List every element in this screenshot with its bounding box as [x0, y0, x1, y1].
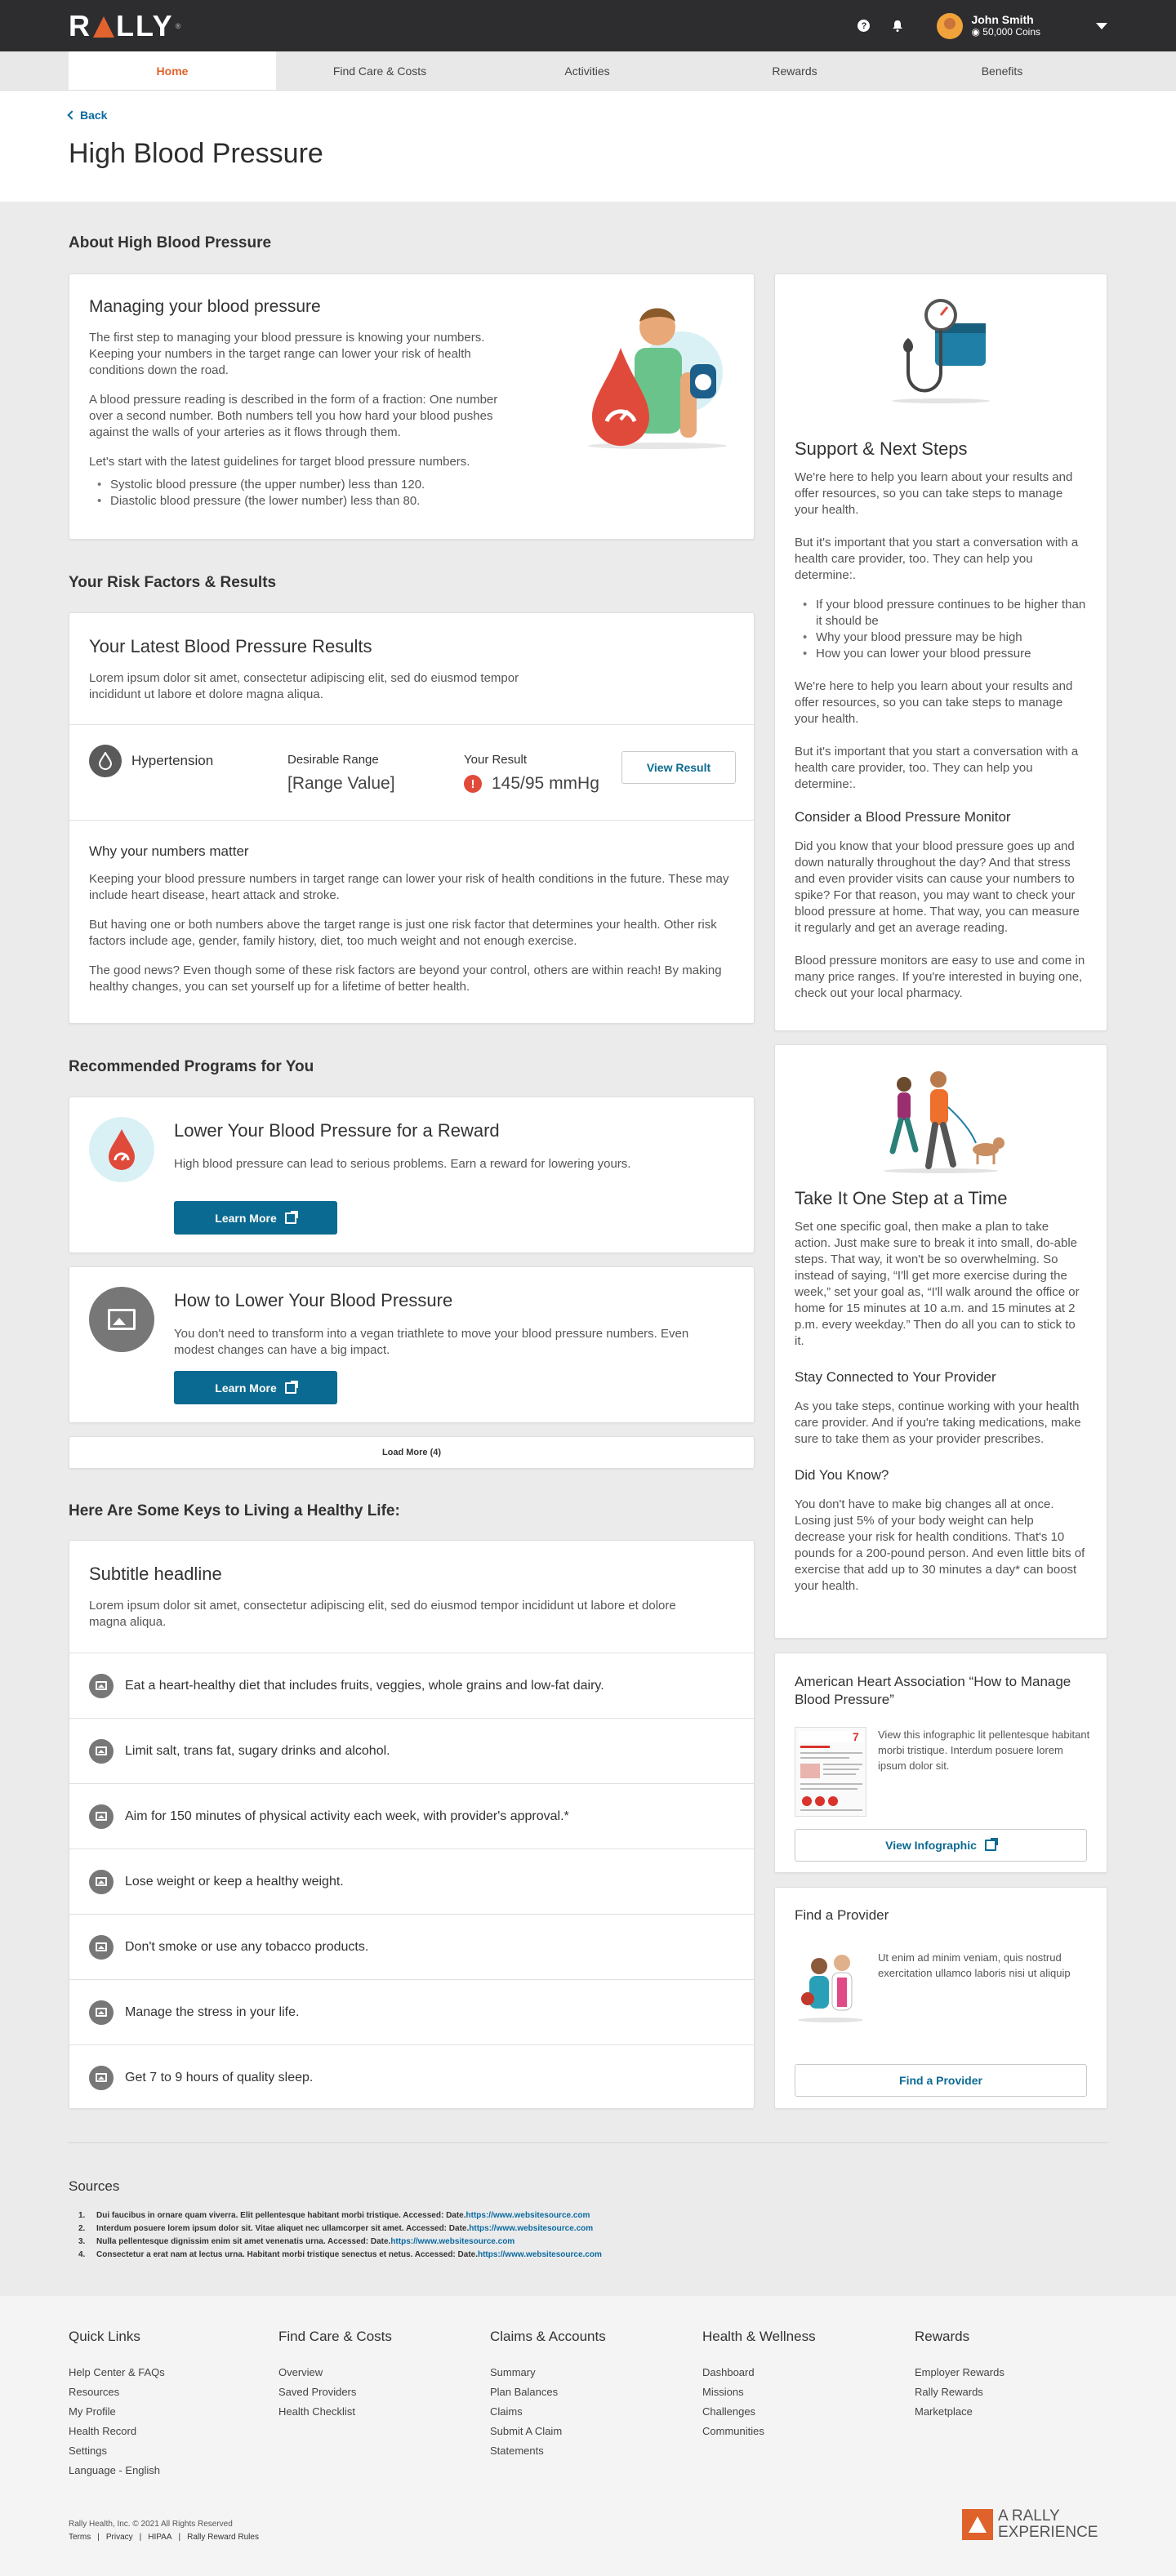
footer-link[interactable]: Dashboard: [702, 2366, 755, 2378]
desirable-value: [Range Value]: [287, 774, 395, 793]
footer-link[interactable]: Employer Rewards: [915, 2366, 1004, 2378]
alert-icon: !: [464, 775, 482, 793]
footer-column-title: Quick Links: [69, 2329, 140, 2344]
list-item: [69, 1783, 754, 1849]
result-value: 145/95 mmHg: [492, 774, 599, 793]
blood-pressure-monitor-illustration: [888, 291, 994, 409]
list-item: • Systolic blood pressure (the upper number) less than 120.: [89, 477, 734, 493]
image-icon: [89, 2000, 114, 2025]
walking-illustration: [871, 1061, 1010, 1180]
back-link[interactable]: Back: [69, 109, 1107, 122]
card-title: Subtitle headline: [89, 1564, 222, 1584]
svg-text:7: 7: [853, 1730, 859, 1743]
keys-intro: Lorem ipsum dolor sit amet, consectetur adipiscing elit, sed do eiusmod tempor incididunt ut labore et dolore magna aliqua.: [89, 1599, 676, 1629]
image-icon: [89, 1674, 114, 1698]
keys-list: [69, 1653, 754, 2110]
infographic-title: American Heart Association “How to Manage Blood Pressure”: [795, 1674, 1071, 1707]
about-card: [69, 274, 755, 540]
step-h3: Did You Know?: [795, 1467, 889, 1483]
external-link-icon: [285, 1212, 296, 1224]
nav-rewards[interactable]: Rewards: [772, 64, 817, 78]
image-icon: [89, 1739, 114, 1764]
why-title: Why your numbers matter: [89, 843, 249, 859]
about-p1: The first step to managing your blood pressure is knowing your numbers. Keeping your numbers in the target range can lower your risk of health conditions down the road.: [89, 331, 485, 377]
list-item-text: Get 7 to 9 hours of quality sleep.: [125, 2070, 314, 2084]
help-icon[interactable]: ?: [858, 20, 870, 32]
about-p3: Let's start with the latest guidelines for target blood pressure numbers.: [89, 455, 470, 469]
user-name: John Smith: [971, 13, 1034, 26]
footer-column: [69, 2329, 165, 2480]
list-item-text: Don't smoke or use any tobacco products.: [125, 1939, 369, 1954]
footer-column-title: Claims & Accounts: [490, 2329, 606, 2344]
footer-link[interactable]: Submit A Claim: [490, 2425, 563, 2437]
list-item-text: Limit salt, trans fat, sugary drinks and alcohol.: [125, 1743, 390, 1758]
footer-link[interactable]: Marketplace: [915, 2405, 973, 2418]
coin-balance: ◉ 50,000 Coins: [971, 26, 1040, 38]
step-p2: As you take steps, continue working with your health care provider. And if you're taking medications, make sure to take them as your provider prescribes.: [795, 1399, 1081, 1446]
why-p1: Keeping your blood pressure numbers in target range can lower your risk of health conditions in the future. These may include heart disease, heart attack and stroke.: [89, 872, 729, 902]
support-p2: But it's important that you start a conversation with a health care provider, too. They can help you determine:.: [795, 536, 1079, 582]
program-text: You don't need to transform into a vegan triathlete to move your blood pressure numbers. Even modest changes can have a big impact.: [174, 1327, 689, 1357]
support-card: [774, 274, 1107, 1031]
footer-link[interactable]: Overview: [278, 2366, 323, 2378]
list-item: [69, 1914, 754, 1979]
program-title: Lower Your Blood Pressure for a Reward: [174, 1120, 500, 1141]
providers-illustration: [795, 1950, 866, 2027]
card-title: Managing your blood pressure: [89, 297, 321, 316]
blood-drop-icon: [89, 1117, 154, 1182]
source-item: 1. Dui faucibus in ornare quam viverra. Elit pellentesque habitant morbi tristique. Accessed: Date. https://www.websitesource.com: [69, 2209, 602, 2222]
rally-logo[interactable]: R LLY ®: [69, 8, 183, 42]
footer-link[interactable]: Claims: [490, 2405, 523, 2418]
list-item-text: Eat a heart-healthy diet that includes fruits, veggies, whole grains and low-fat dairy.: [125, 1678, 604, 1693]
nav-find-care[interactable]: Find Care & Costs: [332, 64, 427, 78]
list-item: [69, 1979, 754, 2044]
support-p3: We're here to help you learn about your results and offer resources, so you can take steps to manage your health.: [795, 679, 1073, 726]
program-card: [69, 1097, 755, 1253]
footer-column: [915, 2329, 1004, 2422]
blood-drop-icon: [89, 745, 122, 777]
support-p6: Blood pressure monitors are easy to use and come in many price ranges. If you're interested in buying one, check out your local pharmacy.: [795, 954, 1085, 1000]
source-item: 4. Consectetur a erat nam at lectus urna. Habitant morbi tristique senectus et netus. Accessed: Date. https://www.websitesource.com: [69, 2249, 602, 2262]
rally-experience-logo: A RALLY EXPERIENCE: [962, 2508, 1098, 2541]
program-text: High blood pressure can lead to serious problems. Earn a reward for lowering yours.: [174, 1157, 631, 1171]
section-title-about: About High Blood Pressure: [69, 234, 272, 251]
result-row: [69, 724, 754, 821]
footer-link[interactable]: Communities: [702, 2425, 764, 2437]
support-p1: We're here to help you learn about your results and offer resources, so you can take steps to manage your health.: [795, 470, 1073, 517]
infographic-text: View this infographic lit pellentesque habitant morbi tristique. Interdum posuere lorem ipsum dolor sit.: [878, 1728, 1090, 1772]
divider: [69, 2142, 1107, 2143]
infographic-card: [774, 1653, 1107, 1873]
footer-column: [490, 2329, 606, 2461]
list-item-text: Aim for 150 minutes of physical activity each week, with provider's approval.*: [125, 1809, 569, 1823]
image-icon: [89, 1804, 114, 1829]
image-icon: [89, 1935, 114, 1960]
infographic-thumbnail[interactable]: [795, 1727, 866, 1817]
list-item: • Why your blood pressure may be high: [795, 630, 1087, 646]
image-placeholder-icon: [89, 1287, 154, 1352]
footer-column-title: Rewards: [915, 2329, 970, 2344]
image-icon: [89, 1870, 114, 1894]
privacy-link[interactable]: Privacy: [105, 2533, 133, 2542]
rally-mark-icon: [962, 2509, 993, 2540]
external-link-icon: [285, 1382, 296, 1394]
external-link-icon: [985, 1840, 996, 1851]
guideline-list: [89, 477, 734, 509]
provider-text: Ut enim ad minim veniam, quis nostrud exercitation ullamco laboris nisi ut aliquip: [878, 1951, 1071, 1979]
footer-link[interactable]: Language - English: [69, 2464, 161, 2476]
footer-link[interactable]: My Profile: [69, 2405, 116, 2418]
card-title: Take It One Step at a Time: [795, 1188, 1008, 1208]
nav-benefits[interactable]: Benefits: [981, 64, 1023, 78]
footer-column-title: Find Care & Costs: [278, 2329, 392, 2344]
keys-card: [69, 1540, 755, 2109]
desirable-label: Desirable Range: [287, 753, 379, 767]
source-link[interactable]: https://www.websitesource.com: [477, 2250, 602, 2259]
step-h2: Stay Connected to Your Provider: [795, 1369, 996, 1385]
result-value-row: [464, 774, 599, 794]
list-item-text: Lose weight or keep a healthy weight.: [125, 1874, 344, 1889]
footer-link[interactable]: Health Record: [69, 2425, 137, 2437]
source-link[interactable]: https://www.websitesource.com: [390, 2237, 515, 2246]
footer-link[interactable]: Resources: [69, 2386, 120, 2398]
nav-home[interactable]: Home: [69, 51, 276, 90]
card-title: Support & Next Steps: [795, 438, 968, 459]
learn-more-button[interactable]: Learn More: [174, 1371, 337, 1404]
sources-list: [69, 2209, 602, 2262]
source-item: 2. Interdum posuere lorem ipsum dolor sit. Vitae aliquet nec ullamcorper sit amet. Accessed: Date. https://www.websitesource.com: [69, 2222, 602, 2236]
view-result-button[interactable]: View Result: [621, 751, 736, 784]
monitor-title: Consider a Blood Pressure Monitor: [795, 809, 1011, 825]
list-item: [69, 2044, 754, 2110]
legal-links: Terms | Privacy | HIPAA | Rally Reward Rules: [69, 2533, 259, 2542]
footer: [0, 2296, 1176, 2576]
results-intro: Lorem ipsum dolor sit amet, consectetur adipiscing elit, sed do eiusmod tempor incididunt ut labore et dolore magna aliqua.: [89, 671, 519, 701]
step-card: [774, 1044, 1107, 1639]
card-title: Your Latest Blood Pressure Results: [89, 636, 372, 656]
section-title-risk: Your Risk Factors & Results: [69, 574, 277, 591]
source-link[interactable]: https://www.websitesource.com: [466, 2211, 590, 2220]
footer-link[interactable]: Summary: [490, 2366, 536, 2378]
why-p3: The good news? Even though some of these risk factors are beyond your control, others are within reach! By making healthy changes, you can set yourself up for a lifetime of better health.: [89, 963, 722, 994]
copyright: Rally Health, Inc. © 2021 All Rights Reserved: [69, 2520, 233, 2529]
source-item: 3. Nulla pellentesque dignissim enim sit amet venenatis urna. Accessed: Date. https://www.websitesource.com: [69, 2236, 602, 2249]
result-label: Your Result: [464, 753, 527, 767]
condition-name: Hypertension: [131, 753, 214, 768]
list-item: • How you can lower your blood pressure: [795, 646, 1087, 662]
blood-pressure-illustration: [576, 291, 739, 458]
load-more-button[interactable]: Load More (4): [69, 1436, 755, 1469]
image-icon: [89, 2066, 114, 2090]
program-card: [69, 1266, 755, 1423]
list-item-text: Manage the stress in your life.: [125, 2004, 300, 2019]
list-item: [69, 1718, 754, 1783]
list-item: [69, 1653, 754, 1718]
why-p2: But having one or both numbers above the target range is just one risk factor that determines your health. Other risk factors include age, gender, family history, diet, too much weight and not enough exercise.: [89, 918, 717, 948]
sources-title: Sources: [69, 2178, 120, 2194]
step-p1: Set one specific goal, then make a plan to take action. Just make sure to break it into small, do-able steps. That way, it won't be so overwhelming. So instead of saying, “I'll get more exercise during the week,” set your goal as, “I'll walk around the office or home for 15 minutes at 10 a.m. and 15 minutes at 2 p.m. every weekday.” Then do all you can to stick to it.: [795, 1220, 1080, 1348]
list-item: • If your blood pressure continues to be higher than it should be: [795, 597, 1087, 630]
view-infographic-button[interactable]: View Infographic: [795, 1829, 1087, 1862]
footer-column-title: Health & Wellness: [702, 2329, 816, 2344]
reward-rules-link[interactable]: Rally Reward Rules: [187, 2533, 259, 2542]
list-item: • Diastolic blood pressure (the lower number) less than 80.: [89, 493, 734, 509]
support-p4: But it's important that you start a conversation with a health care provider, too. They can help you determine:.: [795, 745, 1079, 791]
footer-link[interactable]: Rally Rewards: [915, 2386, 983, 2398]
section-title-programs: Recommended Programs for You: [69, 1058, 314, 1075]
footer-link[interactable]: Saved Providers: [278, 2386, 357, 2398]
step-p3: You don't have to make big changes all at once. Losing just 5% of your body weight can help decrease your risk for health conditions. That's 10 pounds for a 200-pound person. And even little bits of exercise that add up to 30 minutes a day* can boost your health.: [795, 1497, 1085, 1593]
source-link[interactable]: https://www.websitesource.com: [469, 2224, 594, 2233]
determine-list: [795, 597, 1087, 662]
find-provider-button[interactable]: Find a Provider: [795, 2064, 1087, 2097]
section-title-keys: Here Are Some Keys to Living a Healthy Life:: [69, 1502, 400, 1519]
footer-link[interactable]: Plan Balances: [490, 2386, 559, 2398]
provider-card: [774, 1887, 1107, 2109]
program-title: How to Lower Your Blood Pressure: [174, 1290, 453, 1310]
footer-link[interactable]: Challenges: [702, 2405, 756, 2418]
footer-link[interactable]: Statements: [490, 2445, 544, 2457]
footer-link[interactable]: Missions: [702, 2386, 744, 2398]
footer-column: [702, 2329, 816, 2441]
list-item: [69, 1849, 754, 1914]
footer-column: [278, 2329, 392, 2422]
footer-link[interactable]: Health Checklist: [278, 2405, 355, 2418]
nav-activities[interactable]: Activities: [564, 64, 610, 78]
page-title: High Blood Pressure: [69, 138, 323, 169]
provider-title: Find a Provider: [795, 1907, 889, 1923]
learn-more-button[interactable]: Learn More: [174, 1201, 337, 1235]
support-p5: Did you know that your blood pressure goes up and down naturally throughout the day? And that stress and even provider visits can cause your numbers to spike? For that reason, you may want to check your blood pressure at home. That way, you can measure it regularly and get an average reading.: [795, 839, 1080, 935]
terms-link[interactable]: Terms: [69, 2533, 91, 2542]
footer-link[interactable]: Settings: [69, 2445, 107, 2457]
hipaa-link[interactable]: HIPAA: [148, 2533, 172, 2542]
results-card: [69, 612, 755, 1024]
about-p2: A blood pressure reading is described in the form of a fraction: One number over a second number. Both numbers tell you how hard your blood pushes against the walls of your arteries as it flows through them.: [89, 393, 498, 439]
footer-link[interactable]: Help Center & FAQs: [69, 2366, 165, 2378]
